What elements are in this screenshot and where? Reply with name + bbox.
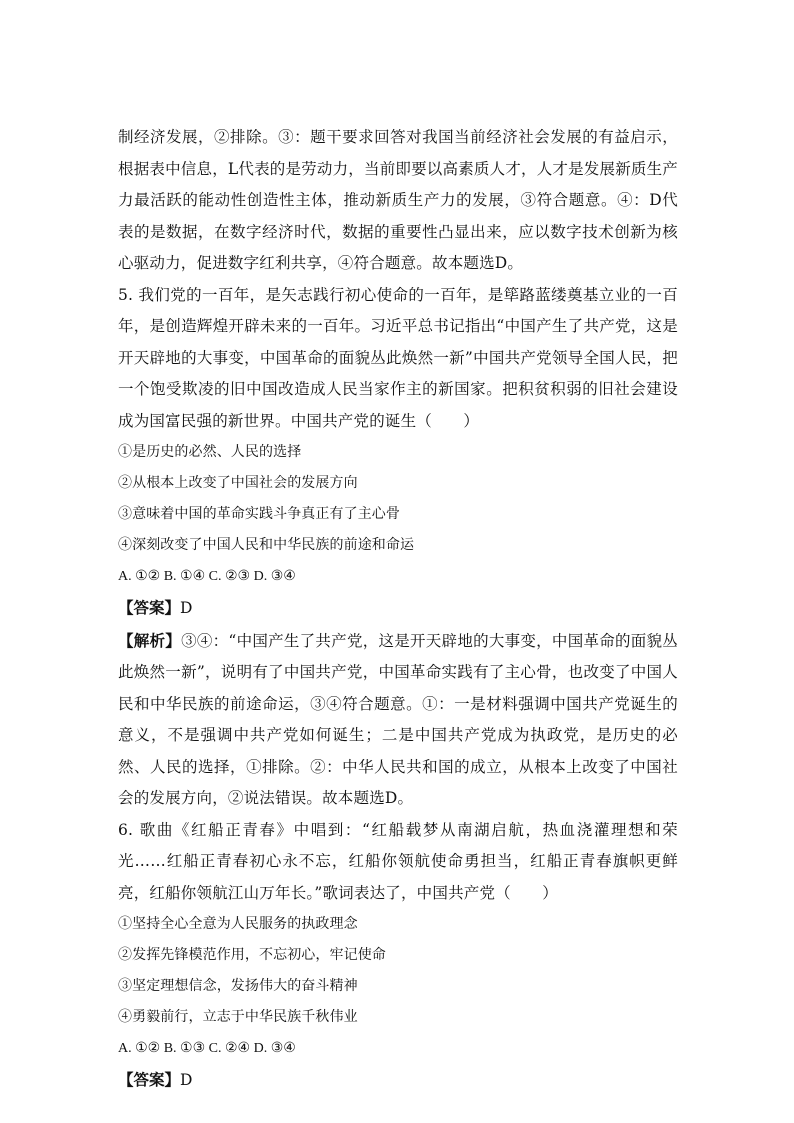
q5-analysis-tag: 【解析】 [118,630,182,650]
q5-answer-value: D [180,599,193,617]
q5-analysis [118,625,678,815]
q6-answer-line [118,1064,678,1097]
q4-analysis-tail: 制经济发展，②排除。③：题干要求回答对我国当前经济社会发展的有益启示，根据表中信息，L代表的是劳动力，当前即要以高素质人才，人才是发展新质生产力最活跃的能动性创造性主体，推动新质生产力的发展，③符合题意。④：D代表的是数据，在数字经济时代，数据的重要性凸显出来，应以数字技术创新为核心驱动力，促进数字红利共享，④符合题意。故本题选D。 [118,128,678,272]
q6-choices: A. ①② B. ①③ C. ②④ D. ③④ [118,1041,296,1056]
q6-answer-tag: 【答案】 [118,1070,181,1089]
q6-option-3: ③坚定理想信念，发扬伟大的奋斗精神 [118,978,358,994]
q5-stem: 5. 我们党的一百年，是矢志践行初心使命的一百年，是筚路蓝缕奠基立业的一百年，是创造辉煌开辟未来的一百年。习近平总书记指出“中国产生了共产党，这是开天辟地的大事变，中国革命的面貌丛此焕然一新”中国共产党领导全国人民，把一个饱受欺凌的旧中国改造成人民当家作主的新国家。把积贫积弱的旧社会建设成为国富民强的新世界。中国共产党的诞生（ ） [118,285,678,430]
q6-stem: 6. 歌曲《红船正青春》中唱到：“红船载梦从南湖启航，热血浇灌理想和荣光……红船正青春初心永不忘，红船你领航使命勇担当，红船正青春旗帜更鲜亮，红船你领航江山万年长。”歌词表达了，中国共产党（ ） [118,820,678,902]
q5-option-4: ④深刻改变了中国人民和中华民族的前途和命运 [118,537,415,553]
q5-option-2: ②从根本上改变了中国社会的发展方向 [118,475,358,491]
q5-option-3: ③意味着中国的革命实践斗争真正有了主心骨 [118,506,400,522]
q5-choices: A. ①② B. ①④ C. ②③ D. ③④ [118,569,296,584]
q5-answer-line [118,592,678,625]
q6-option-4: ④勇毅前行，立志于中华民族千秋伟业 [118,1009,358,1025]
q6-option-1: ①坚持全心全意为人民服务的执政理念 [118,916,358,932]
document-content [118,122,678,1097]
q6-option-2: ②发挥先锋模范作用，不忘初心，牢记使命 [118,947,386,963]
q5-answer-tag: 【答案】 [118,598,181,617]
q5-option-1: ①是历史的必然、人民的选择 [118,444,302,460]
q6-answer-value: D [180,1071,193,1089]
q5-analysis-text: ③④：“中国产生了共产党，这是开天辟地的大事变，中国革命的面貌丛此焕然一新”，说明有了中国共产党，中国革命实践有了主心骨，也改变了中国人民和中华民族的前途命运，③④符合题意。①：一是材料强调中国共产党诞生的意义，不是强调中共产党如何诞生；二是中国共产党成为执政党，是历史的必然、人民的选择，①排除。②：中华人民共和国的成立，从根本上改变了中国社会的发展方向，②说法错误。故本题选D。 [118,631,678,807]
